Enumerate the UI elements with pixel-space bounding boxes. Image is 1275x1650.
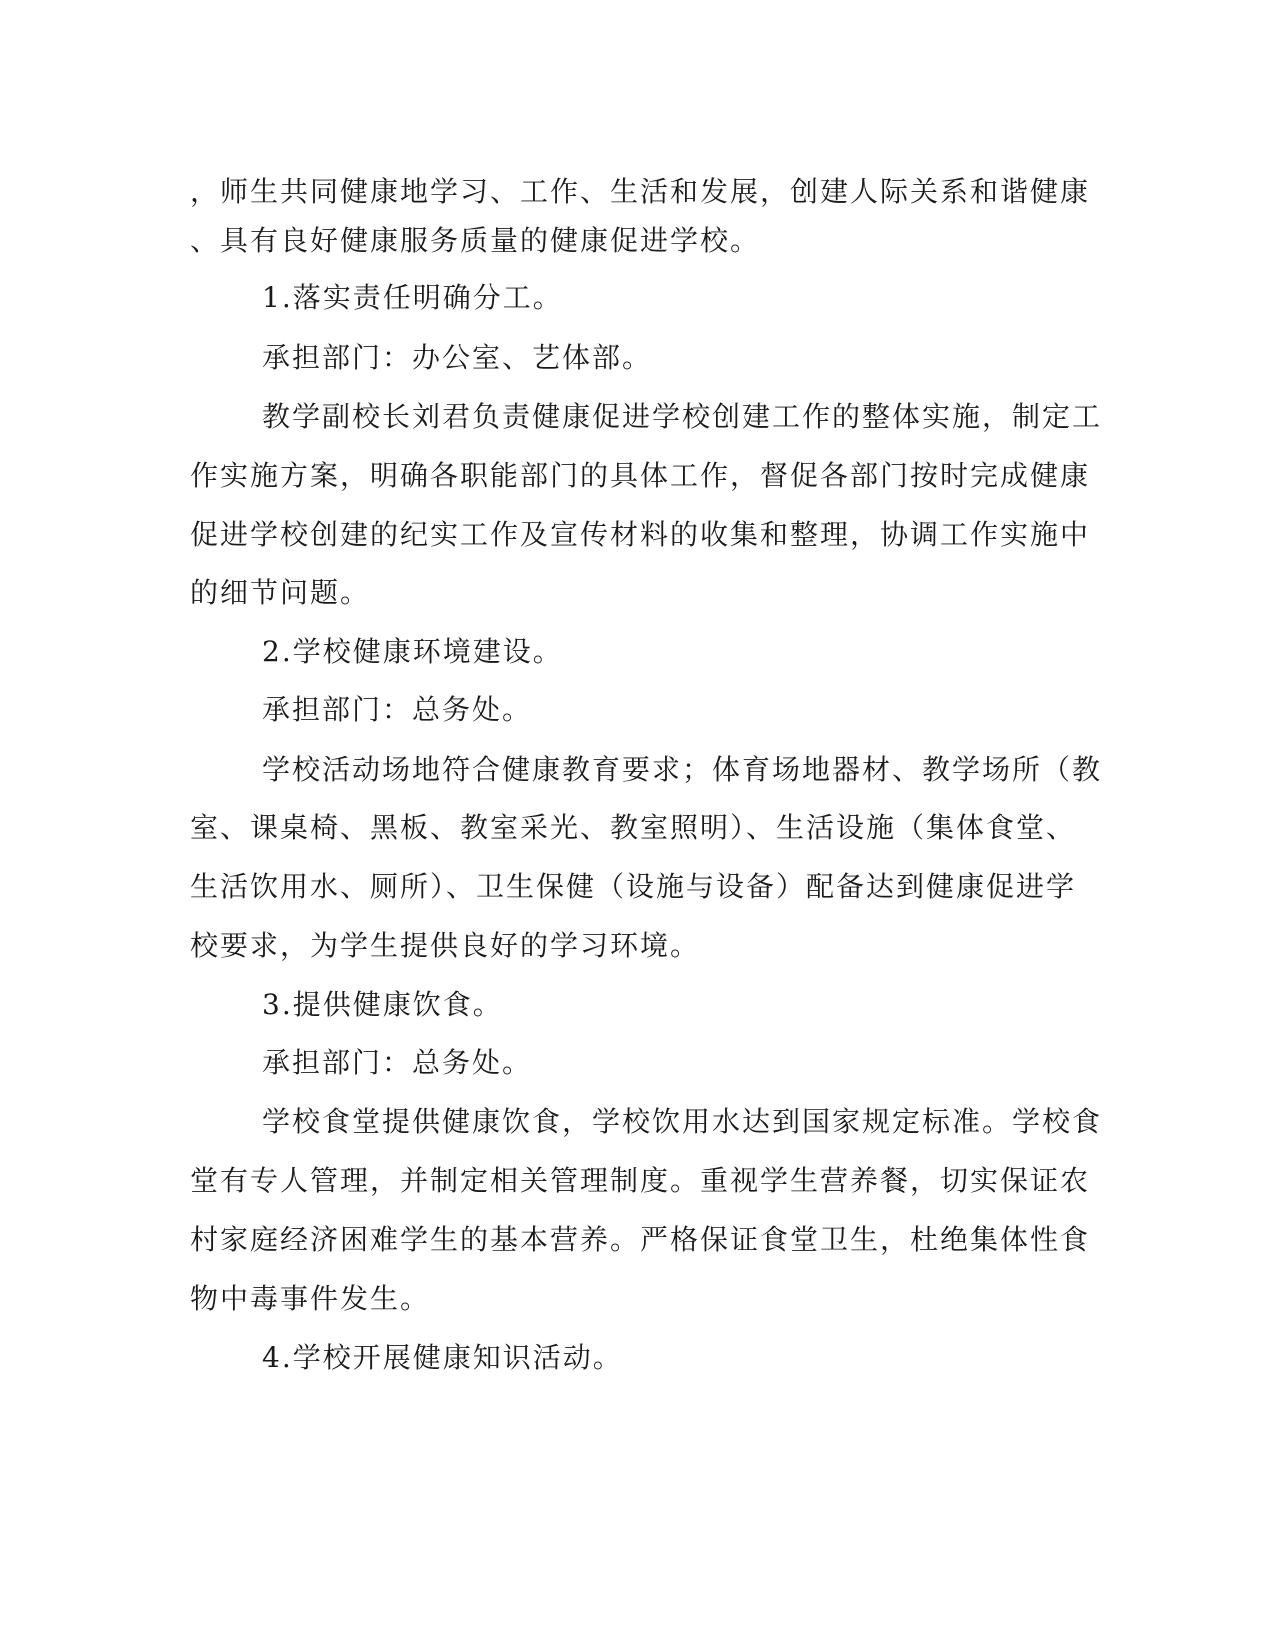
body-text-line: 室、课桌椅、黑板、教室采光、教室照明）、生活设施（集体食堂、 — [190, 811, 1077, 844]
body-text-line: 村家庭经济困难学生的基本营养。严格保证食堂卫生，杜绝集体性食 — [190, 1223, 1091, 1256]
body-text-line: 物中毒事件发生。 — [190, 1282, 431, 1315]
body-text-line: 校要求，为学生提供良好的学习环境。 — [190, 929, 701, 962]
body-text-line: 教学副校长刘君负责健康促进学校创建工作的整体实施，制定工 — [262, 400, 1103, 433]
body-text-line: 、具有良好健康服务质量的健康促进学校。 — [190, 224, 761, 257]
body-text-line: 堂有专人管理，并制定相关管理制度。重视学生营养餐，切实保证农 — [190, 1164, 1091, 1197]
section-heading: 3.提供健康饮食。 — [262, 988, 503, 1021]
section-heading: 4.学校开展健康知识活动。 — [262, 1341, 623, 1374]
body-text-line: 学校活动场地符合健康教育要求；体育场地器材、教学场所（教 — [262, 753, 1103, 786]
body-text-line: 作实施方案，明确各职能部门的具体工作，督促各部门按时完成健康 — [190, 459, 1091, 492]
section-heading: 1.落实责任明确分工。 — [262, 281, 563, 314]
body-text-line: 促进学校创建的纪实工作及宣传材料的收集和整理，协调工作实施中 — [190, 518, 1091, 551]
department-line: 承担部门：总务处。 — [262, 1046, 533, 1079]
department-line: 承担部门：办公室、艺体部。 — [262, 341, 653, 374]
body-text-line: 学校食堂提供健康饮食，学校饮用水达到国家规定标准。学校食 — [262, 1105, 1103, 1138]
section-heading: 2.学校健康环境建设。 — [262, 635, 563, 668]
body-text-line: 生活饮用水、厕所）、卫生保健（设施与设备）配备达到健康促进学 — [190, 870, 1077, 903]
department-line: 承担部门：总务处。 — [262, 693, 533, 726]
body-text-line: ，师生共同健康地学习、工作、生活和发展，创建人际关系和谐健康 — [190, 175, 1091, 208]
body-text-line: 的细节问题。 — [190, 576, 371, 609]
